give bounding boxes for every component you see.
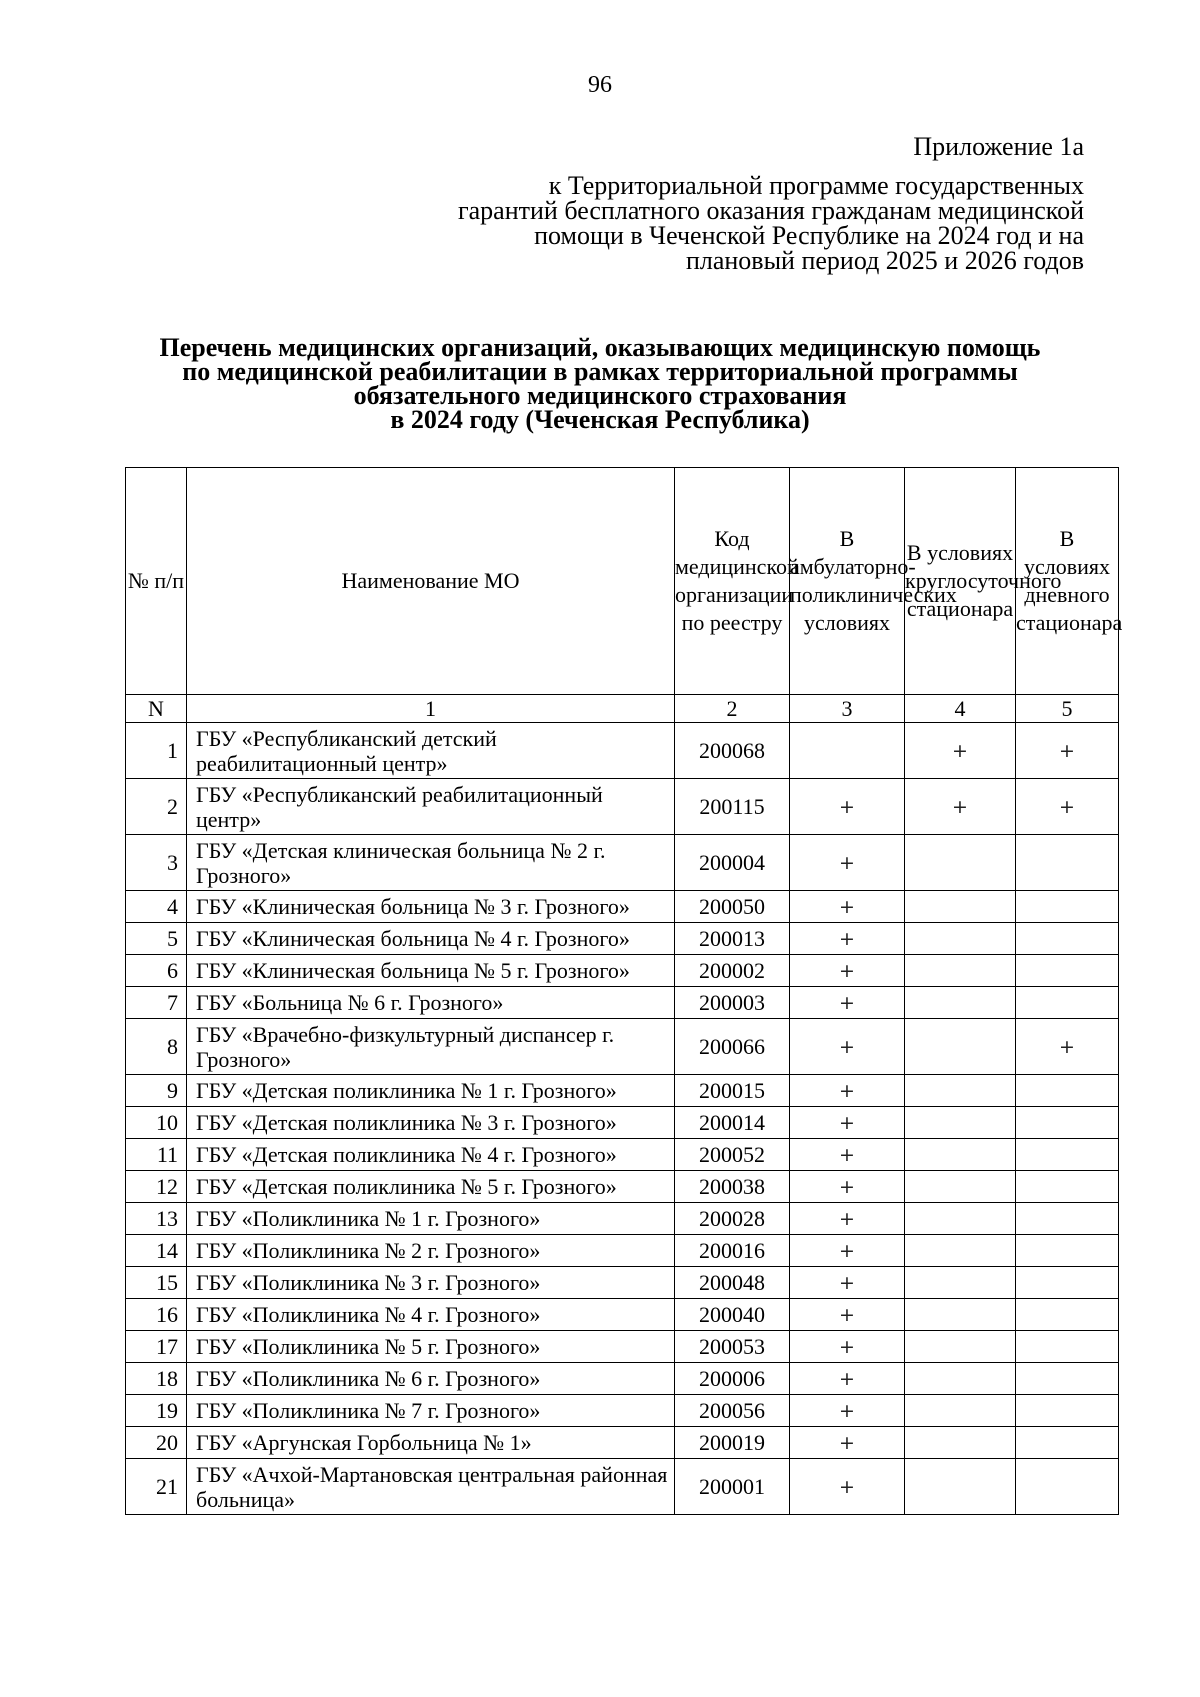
row-number: 1 bbox=[126, 723, 187, 779]
table-row bbox=[126, 1171, 1119, 1203]
header-code: Код медицинской организации по реестру bbox=[675, 468, 790, 695]
day-hospital-mark: + bbox=[1016, 779, 1119, 835]
round-clock-mark bbox=[905, 891, 1016, 923]
ambulatory-mark: + bbox=[790, 1395, 905, 1427]
column-number: 3 bbox=[790, 695, 905, 723]
org-code: 200006 bbox=[675, 1363, 790, 1395]
org-code: 200052 bbox=[675, 1139, 790, 1171]
ambulatory-mark: + bbox=[790, 955, 905, 987]
table-row bbox=[126, 723, 1119, 779]
table-row bbox=[126, 891, 1119, 923]
row-number: 15 bbox=[126, 1267, 187, 1299]
day-hospital-mark bbox=[1016, 1139, 1119, 1171]
org-code: 200013 bbox=[675, 923, 790, 955]
row-number: 21 bbox=[126, 1459, 187, 1515]
day-hospital-mark bbox=[1016, 1267, 1119, 1299]
day-hospital-mark bbox=[1016, 955, 1119, 987]
ambulatory-mark: + bbox=[790, 835, 905, 891]
org-code: 200028 bbox=[675, 1203, 790, 1235]
row-number: 2 bbox=[126, 779, 187, 835]
org-name: ГБУ «Детская поликлиника № 5 г. Грозного» bbox=[187, 1171, 675, 1203]
column-number: 2 bbox=[675, 695, 790, 723]
table-row bbox=[126, 923, 1119, 955]
round-clock-mark: + bbox=[905, 723, 1016, 779]
row-number: 3 bbox=[126, 835, 187, 891]
org-name: ГБУ «Больница № 6 г. Грозного» bbox=[187, 987, 675, 1019]
table-header bbox=[126, 468, 1123, 723]
org-name: ГБУ «Республиканский реабилитационный центр» bbox=[187, 779, 675, 835]
table-row bbox=[126, 835, 1119, 891]
day-hospital-mark bbox=[1016, 1427, 1119, 1459]
row-number: 14 bbox=[126, 1235, 187, 1267]
table-row bbox=[126, 1139, 1119, 1171]
document-title-line: в 2024 году (Чеченская Республика) bbox=[390, 405, 810, 434]
row-number: 13 bbox=[126, 1203, 187, 1235]
day-hospital-mark bbox=[1016, 1363, 1119, 1395]
row-number: 5 bbox=[126, 923, 187, 955]
round-clock-mark bbox=[905, 1019, 1016, 1075]
round-clock-mark bbox=[905, 1363, 1016, 1395]
table-row bbox=[126, 1363, 1119, 1395]
org-name: ГБУ «Поликлиника № 6 г. Грозного» bbox=[187, 1363, 675, 1395]
org-name: ГБУ «Клиническая больница № 4 г. Грозного» bbox=[187, 923, 675, 955]
ambulatory-mark: + bbox=[790, 1299, 905, 1331]
ambulatory-mark: + bbox=[790, 1019, 905, 1075]
day-hospital-mark bbox=[1016, 1171, 1119, 1203]
ambulatory-mark: + bbox=[790, 1171, 905, 1203]
row-number: 19 bbox=[126, 1395, 187, 1427]
table-row bbox=[126, 1203, 1119, 1235]
day-hospital-mark bbox=[1016, 1299, 1119, 1331]
header-day-hospital: В условиях дневного стационара bbox=[1016, 468, 1119, 695]
ambulatory-mark: + bbox=[790, 891, 905, 923]
header-round-clock: В условиях круглосуточного стационара bbox=[905, 468, 1016, 695]
round-clock-mark bbox=[905, 1107, 1016, 1139]
day-hospital-mark bbox=[1016, 835, 1119, 891]
column-number: 5 bbox=[1016, 695, 1119, 723]
header-ambulatory: В амбулаторно-поликлинических условиях bbox=[790, 468, 905, 695]
round-clock-mark bbox=[905, 1427, 1016, 1459]
round-clock-mark bbox=[905, 1139, 1016, 1171]
document-title-line: Перечень медицинских организаций, оказывающих медицинскую помощь bbox=[159, 333, 1041, 362]
row-number: 18 bbox=[126, 1363, 187, 1395]
org-code: 200053 bbox=[675, 1331, 790, 1363]
org-code: 200048 bbox=[675, 1267, 790, 1299]
table-row bbox=[126, 1235, 1119, 1267]
ambulatory-mark: + bbox=[790, 1363, 905, 1395]
table-body bbox=[126, 723, 1119, 1515]
round-clock-mark bbox=[905, 1235, 1016, 1267]
org-name: ГБУ «Поликлиника № 3 г. Грозного» bbox=[187, 1267, 675, 1299]
org-code: 200038 bbox=[675, 1171, 790, 1203]
day-hospital-mark bbox=[1016, 1395, 1119, 1427]
row-number: 10 bbox=[126, 1107, 187, 1139]
row-number: 17 bbox=[126, 1331, 187, 1363]
org-code: 200066 bbox=[675, 1019, 790, 1075]
column-number: 1 bbox=[187, 695, 675, 723]
ambulatory-mark: + bbox=[790, 1459, 905, 1515]
ambulatory-mark: + bbox=[790, 1075, 905, 1107]
table-row bbox=[126, 955, 1119, 987]
org-code: 200040 bbox=[675, 1299, 790, 1331]
org-code: 200004 bbox=[675, 835, 790, 891]
round-clock-mark bbox=[905, 1299, 1016, 1331]
table-row bbox=[126, 1019, 1119, 1075]
header-name: Наименование МО bbox=[187, 468, 675, 695]
ambulatory-mark: + bbox=[790, 1427, 905, 1459]
org-name: ГБУ «Поликлиника № 2 г. Грозного» bbox=[187, 1235, 675, 1267]
column-number: N bbox=[126, 695, 187, 723]
org-code: 200115 bbox=[675, 779, 790, 835]
appendix-subtitle: к Территориальной программе государственных гарантий бесплатного оказания гражданам медицинской помощи в Чеченской Республике на 2024 год и на плановый период 2025 и 2026 годов bbox=[457, 171, 1084, 275]
row-number: 12 bbox=[126, 1171, 187, 1203]
row-number: 11 bbox=[126, 1139, 187, 1171]
row-number: 7 bbox=[126, 987, 187, 1019]
page-number: 96 bbox=[588, 72, 612, 98]
document-title bbox=[90, 333, 1110, 434]
round-clock-mark: + bbox=[905, 779, 1016, 835]
round-clock-mark bbox=[905, 1395, 1016, 1427]
ambulatory-mark: + bbox=[790, 1139, 905, 1171]
org-name: ГБУ «Детская клиническая больница № 2 г. Грозного» bbox=[187, 835, 675, 891]
column-number: 4 bbox=[905, 695, 1016, 723]
row-number: 4 bbox=[126, 891, 187, 923]
org-name: ГБУ «Республиканский детский реабилитационный центр» bbox=[187, 723, 675, 779]
table-row bbox=[126, 1427, 1119, 1459]
round-clock-mark bbox=[905, 1267, 1016, 1299]
round-clock-mark bbox=[905, 955, 1016, 987]
row-number: 16 bbox=[126, 1299, 187, 1331]
round-clock-mark bbox=[905, 1459, 1016, 1515]
table-row bbox=[126, 1459, 1119, 1515]
column-number-row bbox=[126, 695, 1119, 723]
table-row bbox=[126, 1331, 1119, 1363]
org-name: ГБУ «Поликлиника № 4 г. Грозного» bbox=[187, 1299, 675, 1331]
org-name: ГБУ «Детская поликлиника № 3 г. Грозного» bbox=[187, 1107, 675, 1139]
org-code: 200002 bbox=[675, 955, 790, 987]
org-code: 200001 bbox=[675, 1459, 790, 1515]
row-number: 6 bbox=[126, 955, 187, 987]
table-row bbox=[126, 1107, 1119, 1139]
org-code: 200003 bbox=[675, 987, 790, 1019]
ambulatory-mark: + bbox=[790, 987, 905, 1019]
day-hospital-mark bbox=[1016, 1203, 1119, 1235]
org-name: ГБУ «Поликлиника № 7 г. Грозного» bbox=[187, 1395, 675, 1427]
round-clock-mark bbox=[905, 1331, 1016, 1363]
day-hospital-mark bbox=[1016, 1075, 1119, 1107]
table-row bbox=[126, 987, 1119, 1019]
header-num: № п/п bbox=[126, 468, 187, 695]
day-hospital-mark bbox=[1016, 1107, 1119, 1139]
day-hospital-mark: + bbox=[1016, 1019, 1119, 1075]
table-row bbox=[126, 779, 1119, 835]
org-name: ГБУ «Врачебно-физкультурный диспансер г. Грозного» bbox=[187, 1019, 675, 1075]
org-name: ГБУ «Поликлиника № 1 г. Грозного» bbox=[187, 1203, 675, 1235]
table-row bbox=[126, 1267, 1119, 1299]
day-hospital-mark bbox=[1016, 1459, 1119, 1515]
org-code: 200015 bbox=[675, 1075, 790, 1107]
round-clock-mark bbox=[905, 1203, 1016, 1235]
org-code: 200014 bbox=[675, 1107, 790, 1139]
round-clock-mark bbox=[905, 987, 1016, 1019]
ambulatory-mark: + bbox=[790, 1203, 905, 1235]
ambulatory-mark bbox=[790, 723, 905, 779]
org-name: ГБУ «Поликлиника № 5 г. Грозного» bbox=[187, 1331, 675, 1363]
table-row bbox=[126, 1299, 1119, 1331]
ambulatory-mark: + bbox=[790, 1267, 905, 1299]
ambulatory-mark: + bbox=[790, 1235, 905, 1267]
org-code: 200016 bbox=[675, 1235, 790, 1267]
ambulatory-mark: + bbox=[790, 923, 905, 955]
round-clock-mark bbox=[905, 1075, 1016, 1107]
round-clock-mark bbox=[905, 835, 1016, 891]
document-title-line: обязательного медицинского страхования bbox=[353, 381, 847, 410]
org-name: ГБУ «Детская поликлиника № 4 г. Грозного» bbox=[187, 1139, 675, 1171]
org-code: 200068 bbox=[675, 723, 790, 779]
document-title-line: по медицинской реабилитации в рамках территориальной программы bbox=[182, 357, 1018, 386]
org-code: 200050 bbox=[675, 891, 790, 923]
org-name: ГБУ «Аргунская Горбольница № 1» bbox=[187, 1427, 675, 1459]
day-hospital-mark bbox=[1016, 1235, 1119, 1267]
ambulatory-mark: + bbox=[790, 1107, 905, 1139]
round-clock-mark bbox=[905, 923, 1016, 955]
org-name: ГБУ «Ачхой-Мартановская центральная районная больница» bbox=[187, 1459, 675, 1515]
day-hospital-mark: + bbox=[1016, 723, 1119, 779]
table-row bbox=[126, 1075, 1119, 1107]
org-name: ГБУ «Клиническая больница № 3 г. Грозного» bbox=[187, 891, 675, 923]
row-number: 20 bbox=[126, 1427, 187, 1459]
day-hospital-mark bbox=[1016, 1331, 1119, 1363]
day-hospital-mark bbox=[1016, 987, 1119, 1019]
table-row bbox=[126, 1395, 1119, 1427]
org-name: ГБУ «Детская поликлиника № 1 г. Грозного» bbox=[187, 1075, 675, 1107]
day-hospital-mark bbox=[1016, 923, 1119, 955]
org-code: 200056 bbox=[675, 1395, 790, 1427]
organizations-table bbox=[125, 467, 1123, 1515]
ambulatory-mark: + bbox=[790, 779, 905, 835]
ambulatory-mark: + bbox=[790, 1331, 905, 1363]
day-hospital-mark bbox=[1016, 891, 1119, 923]
org-name: ГБУ «Клиническая больница № 5 г. Грозного» bbox=[187, 955, 675, 987]
row-number: 8 bbox=[126, 1019, 187, 1075]
appendix-title: Приложение 1а bbox=[913, 132, 1084, 161]
row-number: 9 bbox=[126, 1075, 187, 1107]
round-clock-mark bbox=[905, 1171, 1016, 1203]
org-code: 200019 bbox=[675, 1427, 790, 1459]
